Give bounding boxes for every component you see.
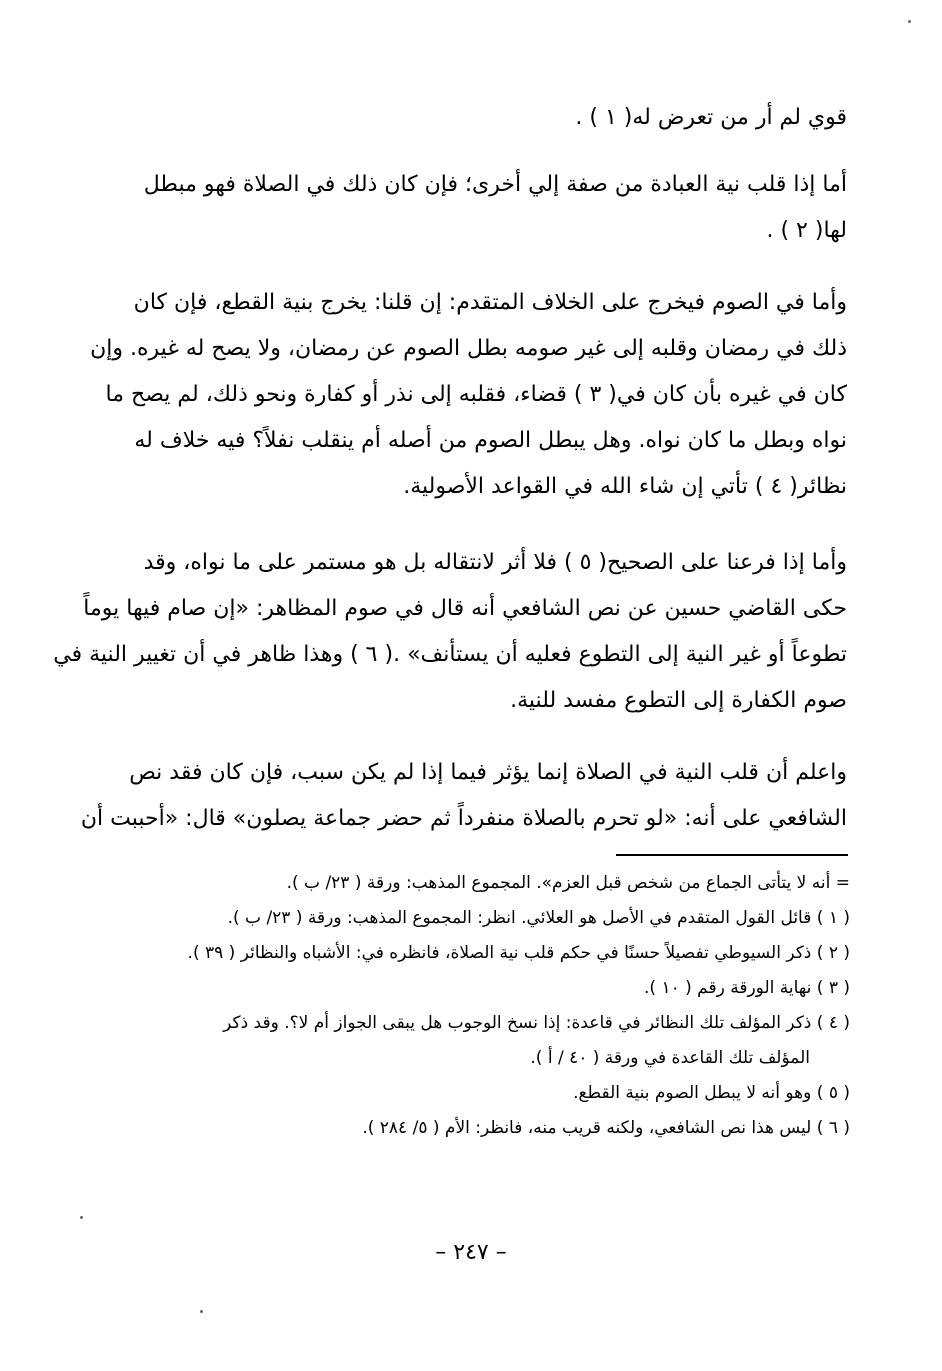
body-line: وأما في الصوم فيخرج على الخلاف المتقدم: إن قلنا: يخرج بنية القطع، فإن كان <box>133 290 847 315</box>
paragraph-5 <box>80 750 847 842</box>
paragraph-1 <box>96 95 847 141</box>
paragraph-3 <box>90 280 847 510</box>
body-line: صوم الكفارة إلى التطوع مفسد للنية. <box>510 688 847 713</box>
footnote-1: ( ١ ) قائل القول المتقدم في الأصل هو العلائي. انظر: المجموع المذهب: ورقة ( ٢٣/ ب ). <box>227 908 850 928</box>
footnote-5: ( ٥ ) وهو أنه لا يبطل الصوم بنية القطع. <box>573 1083 850 1103</box>
footnote-4: ( ٤ ) ذكر المؤلف تلك النظائر في قاعدة: إذا نسخ الوجوب هل يبقى الجواز أم لا؟. وقد ذكر <box>223 1013 850 1033</box>
page-number: – ٢٤٧ – <box>435 1240 507 1265</box>
body-line: ذلك في رمضان وقلبه إلى غير صومه بطل الصوم عن رمضان، ولا يصح له غيره. وإن <box>90 336 847 361</box>
footnotes <box>90 866 850 1146</box>
footnote-3: ( ٣ ) نهاية الورقة رقم ( ١٠ ). <box>644 978 850 998</box>
body-line: الشافعي على أنه: «لو تحرم بالصلاة منفرداً ثم حضر جماعة يصلون» قال: «أحببت أن <box>80 806 847 831</box>
paragraph-4 <box>53 540 847 724</box>
body-line: نظائر( ٤ ) تأتي إن شاء الله في القواعد الأصولية. <box>403 474 847 499</box>
footnote-4-continued: المؤلف تلك القاعدة في ورقة ( ٤٠ / أ ). <box>530 1048 810 1068</box>
paragraph-2 <box>96 162 847 254</box>
body-line: واعلم أن قلب النية في الصلاة إنما يؤثر فيما إذا لم يكن سبب، فإن كان فقد نص <box>129 760 847 785</box>
body-line: تطوعاً أو غير النية إلى التطوع فعليه أن يستأنف» .( ٦ ) وهذا ظاهر في أن تغيير النية في <box>53 642 847 667</box>
footnote-2: ( ٢ ) ذكر السيوطي تفصيلاً حسنًا في حكم قلب نية الصلاة، فانظره في: الأشباه والنظائر ( ٣٩ ). <box>187 943 850 963</box>
scan-speck <box>80 1216 83 1219</box>
footnote-continuation: = أنه لا يتأتى الجماع من شخص قبل العزم». المجموع المذهب: ورقة ( ٢٣/ ب ). <box>286 873 850 893</box>
footnote-6: ( ٦ ) ليس هذا نص الشافعي، ولكنه قريب منه، فانظر: الأم ( ٥/ ٢٨٤ ). <box>362 1118 850 1138</box>
body-line: قوي لم أر من تعرض له( ١ ) . <box>575 105 847 130</box>
scan-speck <box>908 20 911 23</box>
body-line: نواه وبطل ما كان نواه. وهل يبطل الصوم من أصله أم ينقلب نفلاً؟ فيه خلاف له <box>134 428 847 453</box>
body-line: لها( ٢ ) . <box>766 218 847 243</box>
scan-speck <box>200 1310 203 1313</box>
body-line: حكى القاضي حسين عن نص الشافعي أنه قال في صوم المظاهر: «إن صام فيها يوماً <box>83 596 847 621</box>
footnote-separator <box>616 854 848 856</box>
body-line: كان في غيره بأن كان في( ٣ ) قضاء، فقلبه إلى نذر أو كفارة ونحو ذلك، لم يصح ما <box>105 382 847 407</box>
body-line: أما إذا قلب نية العبادة من صفة إلي أخرى؛ فإن كان ذلك في الصلاة فهو مبطل <box>143 172 847 197</box>
body-line: وأما إذا فرعنا على الصحيح( ٥ ) فلا أثر لانتقاله بل هو مستمر على ما نواه، وقد <box>143 550 847 575</box>
